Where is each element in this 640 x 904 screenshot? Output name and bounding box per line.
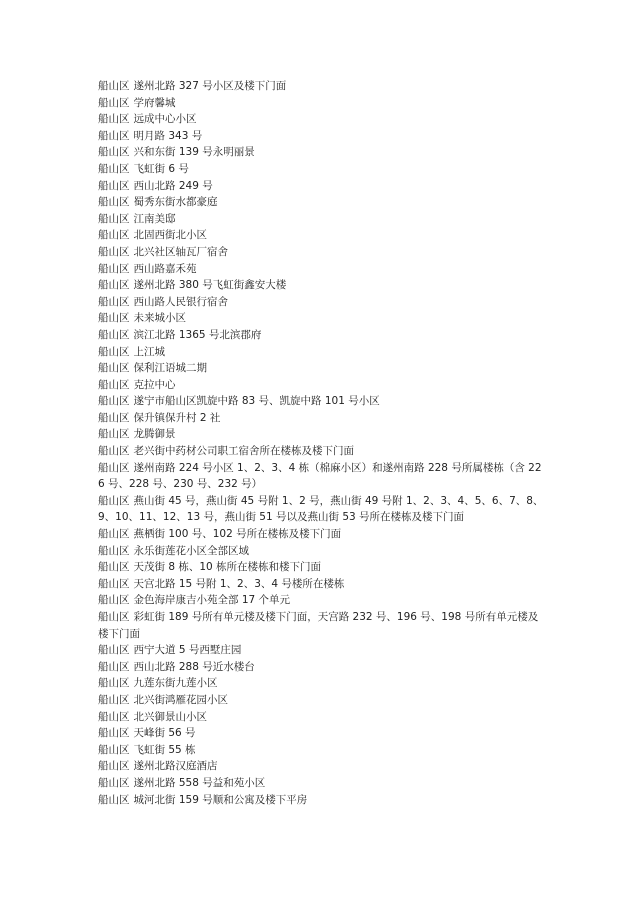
list-item	[98, 775, 548, 792]
district-label: 船山区	[98, 660, 130, 673]
list-item	[98, 294, 548, 311]
list-item	[98, 576, 548, 593]
location-text: 遂宁市船山区凯旋中路 83 号、凯旋中路 101 号小区	[133, 395, 380, 408]
district-label: 船山区	[98, 411, 130, 424]
district-label: 船山区	[98, 113, 130, 126]
district-label: 船山区	[98, 146, 130, 159]
list-item	[98, 410, 548, 427]
district-label: 船山区	[98, 378, 130, 391]
list-item	[98, 393, 548, 410]
district-label: 船山区	[98, 776, 130, 789]
location-text: 西山北路 288 号近水楼台	[133, 660, 255, 673]
district-label: 船山区	[98, 561, 130, 574]
district-label: 船山区	[98, 528, 130, 541]
district-label: 船山区	[98, 611, 130, 623]
location-text: 北兴社区轴瓦厂宿舍	[133, 245, 228, 258]
list-item	[98, 675, 548, 692]
list-item	[98, 592, 548, 609]
list-item	[98, 161, 548, 178]
district-label: 船山区	[98, 295, 130, 308]
district-label: 船山区	[98, 594, 130, 607]
district-label: 船山区	[98, 312, 130, 325]
district-label: 船山区	[98, 760, 130, 773]
list-item	[98, 758, 548, 775]
district-label: 船山区	[98, 345, 130, 358]
district-label: 船山区	[98, 494, 130, 507]
location-text: 北兴街鸿雁花园小区	[133, 693, 228, 706]
list-item	[98, 360, 548, 377]
district-label: 船山区	[98, 395, 130, 408]
location-text: 永乐街莲花小区全部区域	[133, 544, 249, 557]
list-item	[98, 543, 548, 560]
district-label: 船山区	[98, 262, 130, 275]
location-text: 学府馨城	[133, 96, 176, 109]
location-text: 遂州北路汉庭酒店	[133, 760, 218, 773]
location-text: 遂州南路 224 号小区 1、2、3、4 栋（棉麻小区）和遂州南路 228 号所属楼栋（含 226 号、228 号、230 号、232 号）	[98, 461, 542, 491]
district-label: 船山区	[98, 212, 130, 225]
district-label: 船山区	[98, 362, 130, 375]
list-item	[98, 426, 548, 443]
location-text: 克拉中心	[133, 378, 176, 391]
district-label: 船山区	[98, 461, 130, 474]
location-text: 遂州北路 558 号益和苑小区	[133, 776, 266, 789]
district-label: 船山区	[98, 677, 130, 690]
district-label: 船山区	[98, 544, 130, 557]
list-item	[98, 709, 548, 726]
district-label: 船山区	[98, 196, 130, 209]
location-text: 遂州北路 380 号飞虹街鑫安大楼	[133, 279, 287, 292]
district-label: 船山区	[98, 644, 130, 657]
location-text: 燕山街 45 号，燕山街 45 号附 1、2 号，燕山街 49 号附 1、2、3、4、5、6、7、8、9、10、11、12、13 号，燕山街 51 号以及燕山街 53 号所在楼栋及楼下门面	[98, 494, 544, 524]
location-text: 上江城	[133, 345, 165, 358]
location-text: 西宁大道 5 号西墅庄园	[133, 644, 242, 657]
location-text: 天宫北路 15 号附 1、2、3、4 号楼所在楼栋	[133, 577, 345, 590]
district-label: 船山区	[98, 693, 130, 706]
district-label: 船山区	[98, 793, 130, 806]
location-text: 未来城小区	[133, 312, 186, 325]
district-label: 船山区	[98, 80, 130, 92]
district-label: 船山区	[98, 428, 130, 441]
address-list	[98, 78, 548, 808]
location-text: 明月路 343 号	[133, 129, 203, 142]
list-item	[98, 78, 548, 95]
location-text: 老兴街中药材公司职工宿舍所在楼栋及楼下门面	[133, 445, 354, 458]
list-item	[98, 609, 548, 642]
list-item	[98, 559, 548, 576]
location-text: 远成中心小区	[133, 113, 197, 126]
list-item	[98, 261, 548, 278]
list-item	[98, 178, 548, 195]
location-text: 飞虹街 55 栋	[133, 743, 196, 756]
district-label: 船山区	[98, 743, 130, 756]
district-label: 船山区	[98, 577, 130, 590]
district-label: 船山区	[98, 445, 130, 458]
location-text: 龙腾御景	[133, 428, 176, 441]
district-label: 船山区	[98, 710, 130, 723]
district-label: 船山区	[98, 229, 130, 242]
list-item	[98, 128, 548, 145]
location-text: 遂州北路 327 号小区及楼下门面	[133, 80, 287, 92]
location-text: 金色海岸康吉小苑全部 17 个单元	[133, 594, 291, 607]
list-item	[98, 95, 548, 112]
list-item	[98, 277, 548, 294]
location-text: 北兴御景山小区	[133, 710, 207, 723]
list-item	[98, 642, 548, 659]
district-label: 船山区	[98, 179, 130, 192]
list-item	[98, 377, 548, 394]
list-item	[98, 344, 548, 361]
location-text: 滨江北路 1365 号北滨郡府	[133, 328, 262, 341]
list-item	[98, 792, 548, 809]
district-label: 船山区	[98, 162, 130, 175]
location-text: 天峰街 56 号	[133, 727, 196, 740]
location-text: 西山北路 249 号	[133, 179, 213, 192]
location-text: 西山路嘉禾苑	[133, 262, 197, 275]
district-label: 船山区	[98, 727, 130, 740]
district-label: 船山区	[98, 245, 130, 258]
district-label: 船山区	[98, 96, 130, 109]
list-item	[98, 659, 548, 676]
list-item	[98, 327, 548, 344]
location-text: 北固西街北小区	[133, 229, 207, 242]
list-item	[98, 692, 548, 709]
district-label: 船山区	[98, 129, 130, 142]
location-text: 保升镇保升村 2 社	[133, 411, 221, 424]
location-text: 天茂街 8 栋、10 栋所在楼栋和楼下门面	[133, 561, 322, 574]
list-item	[98, 211, 548, 228]
district-label: 船山区	[98, 279, 130, 292]
location-text: 蜀秀东街水都豪庭	[133, 196, 218, 209]
list-item	[98, 310, 548, 327]
list-item	[98, 725, 548, 742]
location-text: 彩虹街 189 号所有单元楼及楼下门面，天宫路 232 号、196 号、198 号所有单元楼及楼下门面	[98, 611, 539, 640]
list-item	[98, 493, 548, 526]
list-item	[98, 194, 548, 211]
list-item	[98, 526, 548, 543]
list-item	[98, 144, 548, 161]
district-label: 船山区	[98, 328, 130, 341]
location-text: 飞虹街 6 号	[133, 162, 189, 175]
location-text: 西山路人民银行宿舍	[133, 295, 228, 308]
location-text: 城河北街 159 号顺和公寓及楼下平房	[133, 793, 308, 806]
location-text: 江南美邸	[133, 212, 176, 225]
location-text: 保利江语城二期	[133, 362, 207, 375]
list-item	[98, 244, 548, 261]
location-text: 九莲东街九莲小区	[133, 677, 218, 690]
location-text: 兴和东街 139 号永明丽景	[133, 146, 255, 159]
list-item	[98, 443, 548, 460]
location-text: 燕栖街 100 号、102 号所在楼栋及楼下门面	[133, 528, 342, 541]
list-item	[98, 460, 548, 493]
list-item	[98, 111, 548, 128]
list-item	[98, 742, 548, 759]
list-item	[98, 227, 548, 244]
